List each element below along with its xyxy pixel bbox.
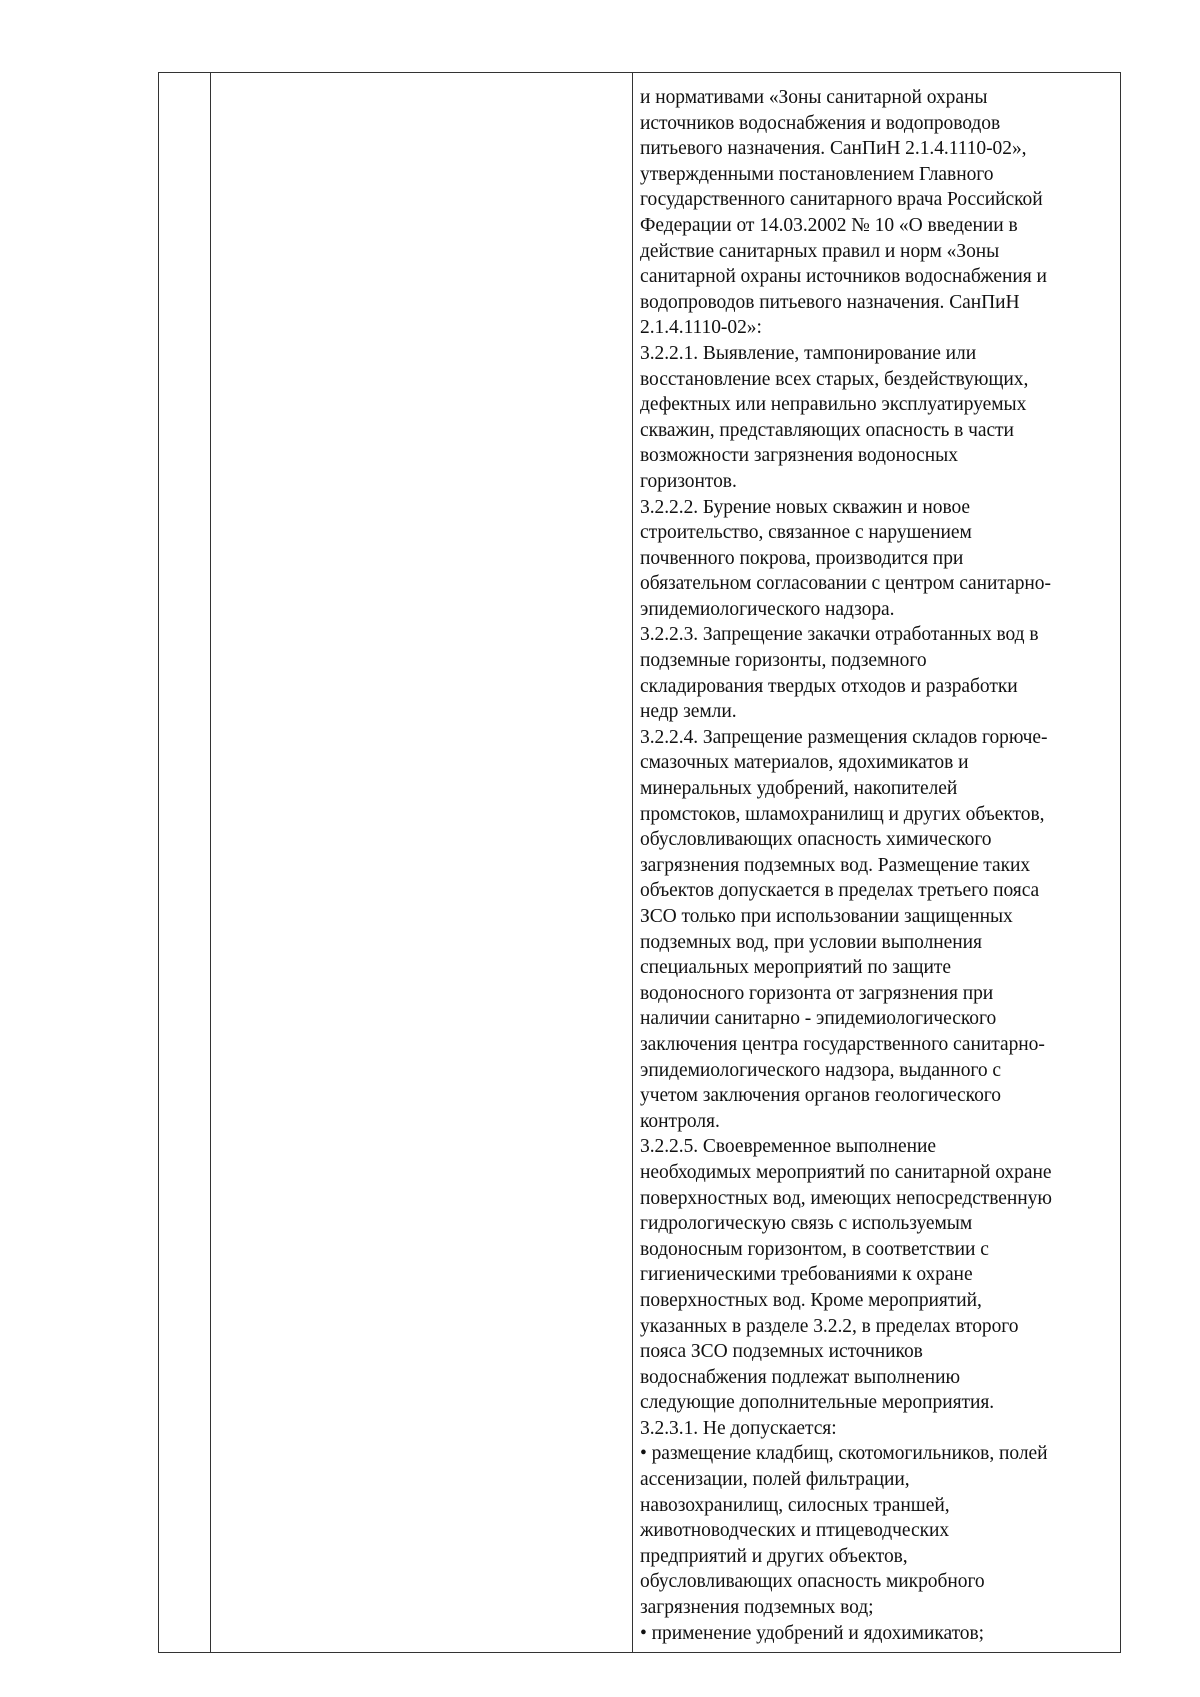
text-line: водопроводов питьевого назначения. СанПиН [640,291,1020,313]
text-line: поверхностных вод. Кроме мероприятий, [640,1289,982,1311]
text-line: животноводческих и птицеводческих [640,1520,950,1542]
requirements-text-cell [632,73,1120,1652]
text-line: утвержденными постановлением Главного [640,163,994,185]
text-line: предприятий и других объектов, [640,1545,908,1567]
text-line: недр земли. [640,701,737,723]
text-line: эпидемиологического надзора, выданного с [640,1059,1002,1081]
text-line: специальных мероприятий по защите [640,957,951,979]
text-line: 3.2.2.4. Запрещение размещения складов горюче- [640,726,1048,748]
text-line: наличии санитарно - эпидемиологического [640,1008,997,1030]
text-line: 3.2.2.1. Выявление, тампонирование или [640,342,977,364]
text-line: обусловливающих опасность химического [640,829,992,851]
text-line: источников водоснабжения и водопроводов [640,112,1001,134]
text-line: обусловливающих опасность микробного [640,1571,985,1593]
text-line: 2.1.4.1110-02»: [640,317,762,339]
text-line: ЗСО только при использовании защищенных [640,906,1013,927]
text-line: 3.2.2.5. Своевременное выполнение [640,1136,937,1158]
text-line: гигиеническими требованиями к охране [640,1264,973,1286]
text-line: объектов допускается в пределах третьего пояса [640,880,1040,902]
text-line: дефектных или неправильно эксплуатируемых [640,394,1027,416]
text-line: водоносным горизонтом, в соответствии с [640,1238,989,1260]
requirements-text [640,85,1116,1646]
text-line: указанных в разделе 3.2.2, в пределах второго [640,1315,1019,1337]
text-line: 3.2.2.2. Бурение новых скважин и новое [640,496,971,518]
text-line: обязательном согласовании с центром санитарно- [640,573,1051,595]
text-line: смазочных материалов, ядохимикатов и [640,752,969,774]
text-line: горизонтов. [640,470,737,492]
text-line: промстоков, шламохранилищ и других объектов, [640,803,1045,825]
text-line: следующие дополнительные мероприятия. [640,1392,995,1414]
text-line: почвенного покрова, производится при [640,547,964,569]
requirements-table [158,72,1121,1653]
name-cell [210,73,632,1652]
text-line: заключения центра государственного санитарно- [640,1033,1045,1055]
text-line: учетом заключения органов геологического [640,1085,1001,1107]
text-line: возможности загрязнения водоносных [640,445,958,467]
text-line: строительство, связанное с нарушением [640,522,972,544]
text-line: загрязнения подземных вод. Размещение таких [640,854,1031,876]
text-line: и нормативами «Зоны санитарной охраны [640,87,988,108]
text-line: • размещение кладбищ, скотомогильников, полей [640,1443,1048,1465]
text-line: восстановление всех старых, бездействующих, [640,368,1029,390]
text-line: 3.2.2.3. Запрещение закачки отработанных вод в [640,624,1039,646]
text-line: • применение удобрений и ядохимикатов; [640,1622,985,1644]
number-cell [159,73,210,1652]
text-line: скважин, представляющих опасность в части [640,419,1014,441]
text-line: складирования твердых отходов и разработки [640,675,1018,697]
text-line: Федерации от 14.03.2002 № 10 «О введении в [640,214,1018,236]
text-line: водоснабжения подлежат выполнению [640,1366,960,1388]
text-line: питьевого назначения. СанПиН 2.1.4.1110-02», [640,138,1027,160]
text-line: гидрологическую связь с используемым [640,1213,973,1235]
text-line: подземные горизонты, подземного [640,650,927,672]
text-line: минеральных удобрений, накопителей [640,778,958,800]
text-line: навозохранилищ, силосных траншей, [640,1494,950,1516]
text-line: 3.2.3.1. Не допускается: [640,1417,837,1439]
text-line: эпидемиологического надзора. [640,598,895,620]
text-line: ассенизации, полей фильтрации, [640,1469,910,1491]
text-line: поверхностных вод, имеющих непосредственную [640,1187,1052,1209]
text-line: подземных вод, при условии выполнения [640,931,982,953]
text-line: государственного санитарного врача Российской [640,189,1043,211]
text-line: пояса ЗСО подземных источников [640,1341,923,1363]
text-line: необходимых мероприятий по санитарной охране [640,1161,1052,1183]
text-line: водоносного горизонта от загрязнения при [640,982,994,1004]
text-line: действие санитарных правил и норм «Зоны [640,240,1000,262]
text-line: контроля. [640,1110,720,1132]
text-line: загрязнения подземных вод; [640,1597,874,1619]
text-line: санитарной охраны источников водоснабжения и [640,266,1047,288]
